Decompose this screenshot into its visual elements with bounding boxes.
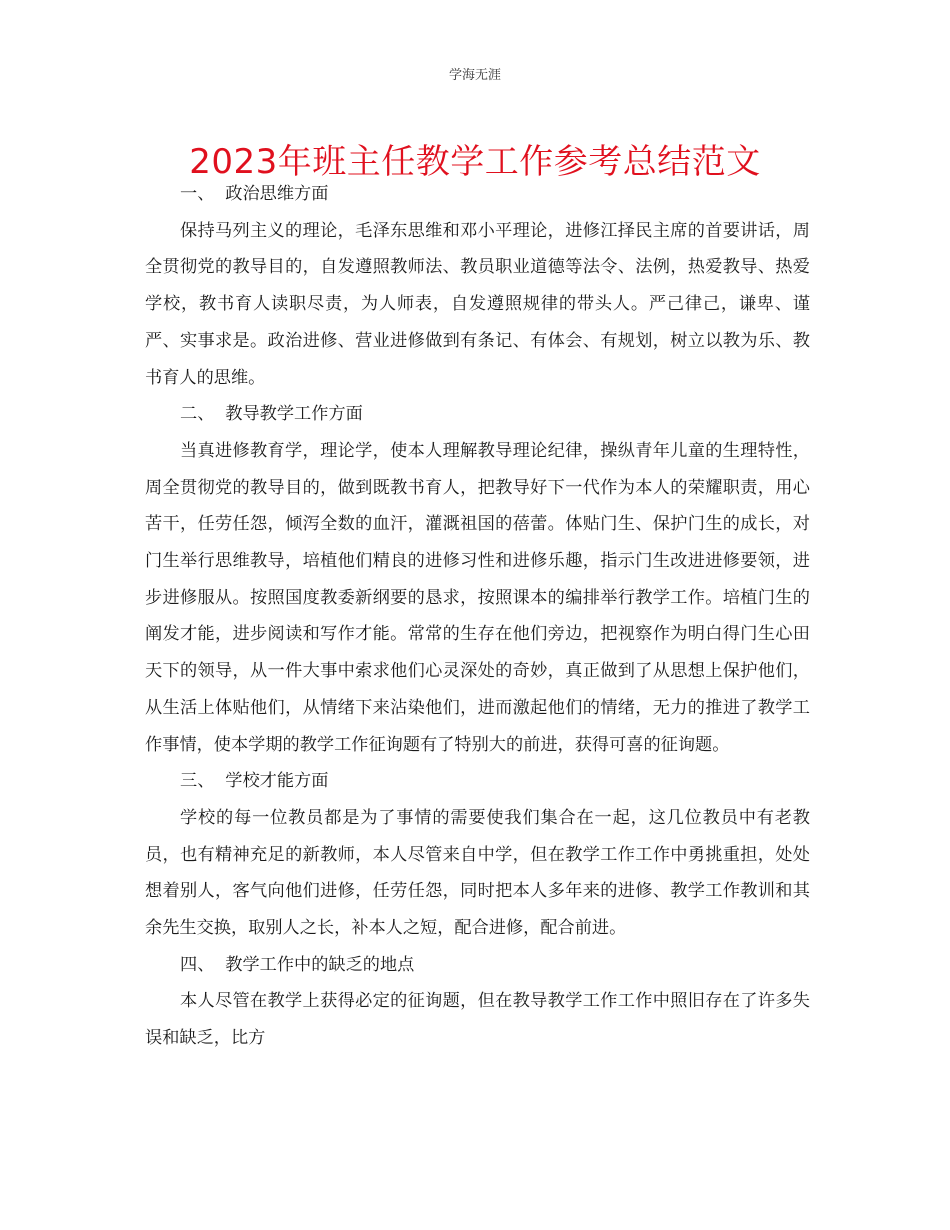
section-paragraph-4: 本人尽管在教学上获得必定的征询题，但在教导教学工作工作中照旧存在了许多失误和缺乏，比方 — [145, 991, 810, 1049]
section-paragraph-3: 学校的每一位教员都是为了事情的需要使我们集合在一起，这几位教员中有老教员，也有精神充足的新教师，本人尽管来自中学，但在教学工作工作中勇挑重担，处处想着别人，客气向他们进修，任劳任怨，同时把本人多年来的进修、教学工作教训和其余先生交换，取别人之长，补本人之短，配合进修，配合前进。 — [145, 807, 810, 939]
section-heading-3: 三、 学校才能方面 — [180, 771, 329, 792]
document-title: 2023年班主任教学工作参考总结范文 — [189, 142, 761, 182]
section-heading-1: 一、 政治思维方面 — [180, 184, 329, 204]
section-heading-2: 二、 教导教学工作方面 — [180, 404, 363, 425]
section-paragraph-1: 保持马列主义的理论，毛泽东思维和邓小平理论，进修江择民主席的首要讲话，周全贯彻党的教导目的，自发遵照教师法、教员职业道德等法令、法例，热爱教导、热爱学校，教书育人读职尽责，为人师表，自发遵照规律的带头人。严己律己，谦卑、谨严、实事求是。政治进修、营业进修做到有条记、有体会、有规划，树立以教为乐、教书育人的思维。 — [145, 220, 810, 388]
document-body — [145, 176, 810, 1057]
section-paragraph-2: 当真进修教育学，理论学，使本人理解教导理论纪律，操纵青年儿童的生理特性，周全贯彻党的教导目的，做到既教书育人，把教导好下一代作为本人的荣耀职责，用心苦干，任劳任怨，倾泻全数的血汗，灌溉祖国的蓓蕾。体贴门生、保护门生的成长，对门生举行思维教导，培植他们精良的进修习性和进修乐趣，指示门生改进进修要领，进步进修服从。按照国度教委新纲要的恳求，按照课本的编排举行教学工作。培植门生的阐发才能，进步阅读和写作才能。常常的生存在他们旁边，把视察作为明白得门生心田天下的领导，从一件大事中索求他们心灵深处的奇妙，真正做到了从思想上保护他们，从生活上体贴他们，从情绪下来沾染他们，进而激起他们的情绪，无力的推进了教学工作事情，使本学期的教学工作征询题有了特别大的前进，获得可喜的征询题。 — [145, 440, 810, 755]
page-header: 学海无涯 — [448, 68, 501, 83]
section-heading-4: 四、 教学工作中的缺乏的地点 — [180, 954, 415, 975]
